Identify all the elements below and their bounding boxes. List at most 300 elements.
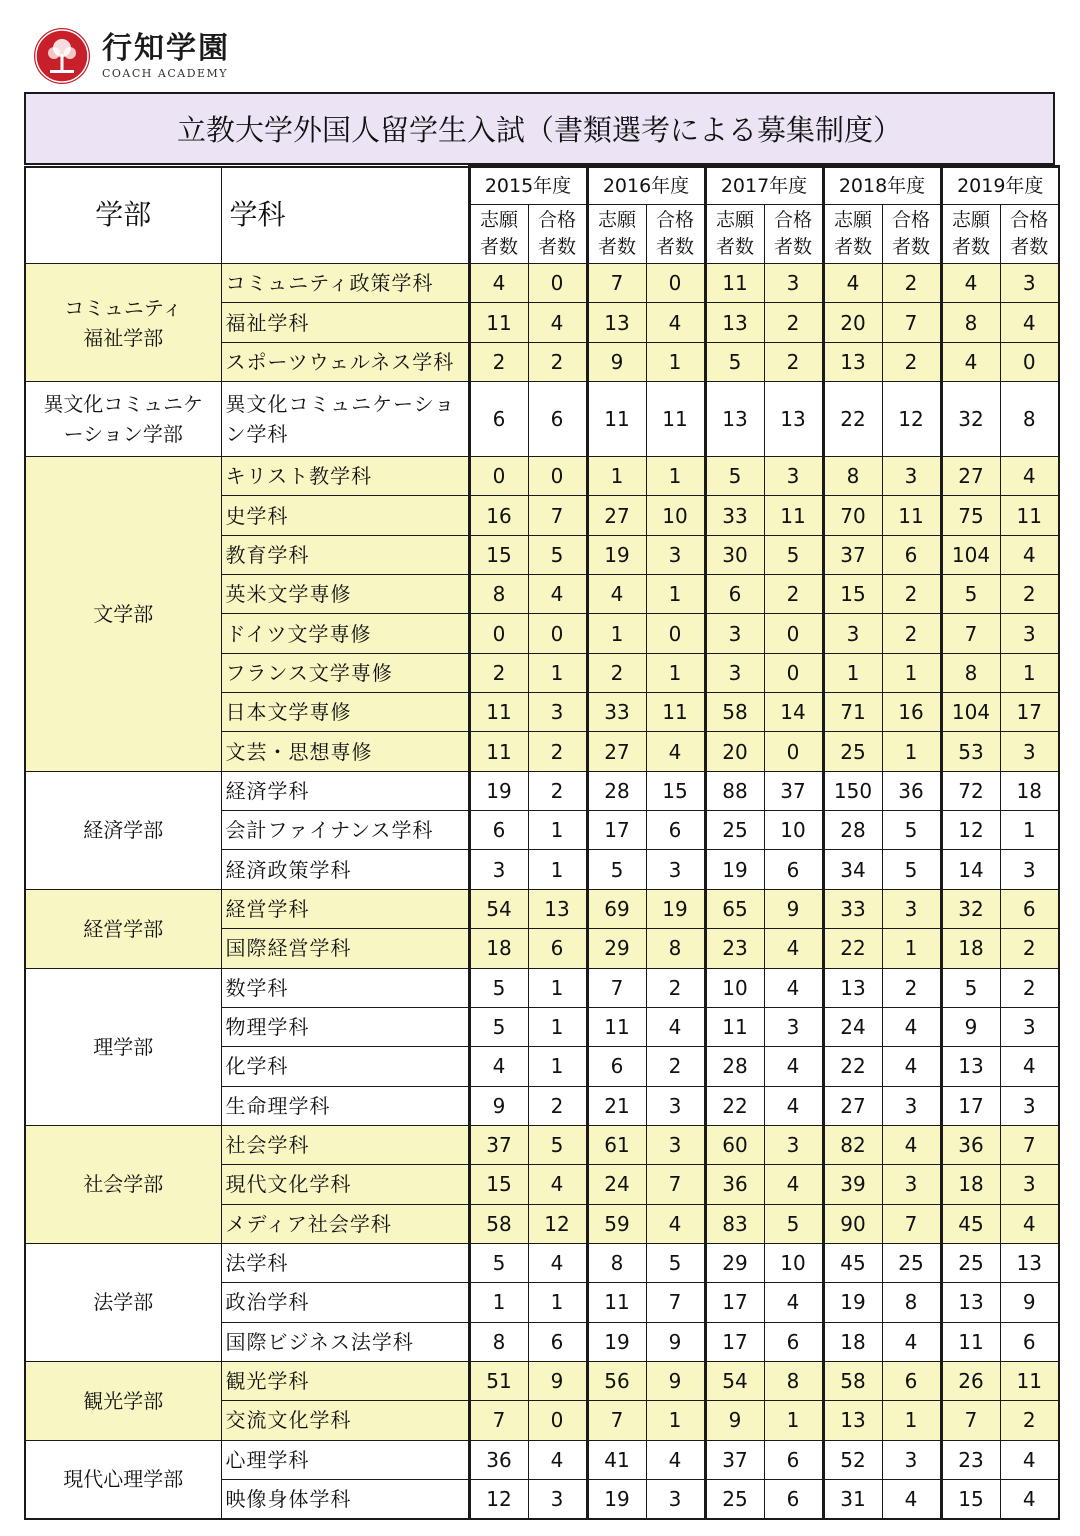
table-row [25, 889, 1059, 928]
passed-cell: 4 [1000, 1204, 1059, 1243]
passed-cell: 3 [646, 1086, 705, 1125]
passed-cell: 8 [882, 1283, 941, 1322]
applicants-cell: 6 [587, 1047, 646, 1086]
applicants-cell: 9 [705, 1401, 764, 1440]
applicants-cell: 12 [941, 811, 1000, 850]
applicants-cell: 11 [469, 732, 528, 771]
passed-cell: 4 [882, 1007, 941, 1046]
department-cell: 国際経営学科 [221, 929, 469, 968]
department-cell: 教育学科 [221, 535, 469, 574]
passed-cell: 12 [882, 382, 941, 457]
passed-cell: 2 [528, 1086, 587, 1125]
faculty-cell: 経営学部 [25, 889, 221, 968]
applicants-cell: 58 [823, 1361, 882, 1400]
passed-cell: 1 [764, 1401, 823, 1440]
department-cell: 会計ファイナンス学科 [221, 811, 469, 850]
table-row [25, 457, 1059, 496]
passed-cell: 10 [764, 1243, 823, 1282]
applicants-cell: 24 [823, 1007, 882, 1046]
passed-cell: 6 [764, 1479, 823, 1519]
passed-cell: 1 [528, 653, 587, 692]
department-cell: 経済学科 [221, 771, 469, 810]
passed-cell: 4 [646, 1440, 705, 1479]
passed-cell: 4 [764, 1086, 823, 1125]
department-cell: 経営学科 [221, 889, 469, 928]
applicants-cell: 51 [469, 1361, 528, 1400]
department-cell: 社会学科 [221, 1125, 469, 1164]
passed-cell: 4 [882, 1047, 941, 1086]
passed-cell: 5 [528, 1125, 587, 1164]
applicants-cell: 17 [705, 1322, 764, 1361]
passed-header: 合格 者数 [646, 205, 705, 264]
passed-cell: 4 [882, 1479, 941, 1519]
applicants-cell: 36 [705, 1165, 764, 1204]
applicants-cell: 1 [823, 653, 882, 692]
passed-cell: 3 [764, 457, 823, 496]
department-cell: メディア社会学科 [221, 1204, 469, 1243]
passed-cell: 1 [646, 653, 705, 692]
applicants-cell: 9 [941, 1007, 1000, 1046]
passed-cell: 6 [1000, 1322, 1059, 1361]
applicants-cell: 3 [705, 614, 764, 653]
applicants-cell: 104 [941, 693, 1000, 732]
applicants-cell: 3 [469, 850, 528, 889]
passed-cell: 8 [1000, 382, 1059, 457]
applicants-cell: 24 [587, 1165, 646, 1204]
tree-emblem-icon [34, 28, 90, 84]
department-cell: 経済政策学科 [221, 850, 469, 889]
passed-cell: 6 [1000, 889, 1059, 928]
applicants-cell: 61 [587, 1125, 646, 1164]
department-cell: スポーツウェルネス学科 [221, 342, 469, 381]
applicants-cell: 27 [587, 732, 646, 771]
passed-cell: 3 [528, 1479, 587, 1519]
passed-cell: 4 [528, 303, 587, 342]
applicants-cell: 53 [941, 732, 1000, 771]
passed-cell: 0 [764, 653, 823, 692]
applicants-cell: 1 [587, 457, 646, 496]
applicants-cell: 25 [705, 1479, 764, 1519]
passed-cell: 6 [882, 1361, 941, 1400]
applicants-cell: 54 [705, 1361, 764, 1400]
applicants-header: 志願 者数 [587, 205, 646, 264]
passed-header: 合格 者数 [1000, 205, 1059, 264]
applicants-header: 志願 者数 [705, 205, 764, 264]
passed-cell: 4 [528, 1440, 587, 1479]
applicants-cell: 37 [823, 535, 882, 574]
department-cell: キリスト教学科 [221, 457, 469, 496]
department-cell: 国際ビジネス法学科 [221, 1322, 469, 1361]
passed-cell: 5 [764, 1204, 823, 1243]
passed-cell: 9 [646, 1322, 705, 1361]
passed-cell: 6 [528, 382, 587, 457]
applicants-cell: 70 [823, 496, 882, 535]
passed-cell: 4 [1000, 303, 1059, 342]
applicants-cell: 4 [469, 264, 528, 303]
passed-cell: 7 [882, 1204, 941, 1243]
applicants-cell: 11 [705, 1007, 764, 1046]
applicants-cell: 5 [469, 1243, 528, 1282]
passed-cell: 2 [1000, 968, 1059, 1007]
passed-cell: 6 [646, 811, 705, 850]
passed-cell: 0 [1000, 342, 1059, 381]
applicants-cell: 13 [823, 968, 882, 1007]
passed-cell: 6 [764, 1322, 823, 1361]
passed-header: 合格 者数 [764, 205, 823, 264]
department-cell: 交流文化学科 [221, 1401, 469, 1440]
passed-cell: 4 [646, 1204, 705, 1243]
passed-cell: 36 [882, 771, 941, 810]
applicants-cell: 18 [823, 1322, 882, 1361]
passed-header: 合格 者数 [528, 205, 587, 264]
passed-cell: 2 [1000, 929, 1059, 968]
passed-cell: 2 [528, 771, 587, 810]
applicants-cell: 4 [941, 342, 1000, 381]
applicants-cell: 11 [587, 1007, 646, 1046]
department-cell: 政治学科 [221, 1283, 469, 1322]
applicants-cell: 28 [587, 771, 646, 810]
applicants-cell: 52 [823, 1440, 882, 1479]
applicants-cell: 32 [941, 382, 1000, 457]
passed-cell: 11 [646, 693, 705, 732]
applicants-cell: 21 [587, 1086, 646, 1125]
year-header: 2016年度 [587, 167, 705, 205]
applicants-cell: 25 [823, 732, 882, 771]
passed-cell: 1 [646, 457, 705, 496]
department-cell: コミュニティ政策学科 [221, 264, 469, 303]
applicants-cell: 27 [941, 457, 1000, 496]
passed-cell: 3 [882, 457, 941, 496]
passed-cell: 0 [646, 264, 705, 303]
applicants-cell: 4 [469, 1047, 528, 1086]
passed-cell: 0 [646, 614, 705, 653]
passed-cell: 18 [1000, 771, 1059, 810]
applicants-cell: 60 [705, 1125, 764, 1164]
logo [34, 26, 230, 86]
passed-cell: 1 [1000, 653, 1059, 692]
passed-cell: 0 [764, 614, 823, 653]
applicants-cell: 5 [941, 575, 1000, 614]
passed-cell: 2 [764, 342, 823, 381]
faculty-cell: 異文化コミュニケ ーション学部 [25, 382, 221, 457]
applicants-cell: 6 [469, 811, 528, 850]
passed-cell: 7 [882, 303, 941, 342]
applicants-cell: 54 [469, 889, 528, 928]
applicants-cell: 5 [705, 457, 764, 496]
passed-cell: 1 [528, 968, 587, 1007]
passed-cell: 15 [646, 771, 705, 810]
department-cell: 福祉学科 [221, 303, 469, 342]
department-cell: フランス文学専修 [221, 653, 469, 692]
applicants-cell: 18 [469, 929, 528, 968]
applicants-cell: 58 [469, 1204, 528, 1243]
department-cell: 物理学科 [221, 1007, 469, 1046]
applicants-cell: 58 [705, 693, 764, 732]
table-row [25, 264, 1059, 303]
applicants-cell: 69 [587, 889, 646, 928]
applicants-cell: 4 [823, 264, 882, 303]
passed-cell: 6 [764, 1440, 823, 1479]
passed-cell: 11 [1000, 1361, 1059, 1400]
applicants-cell: 72 [941, 771, 1000, 810]
passed-cell: 0 [528, 457, 587, 496]
applicants-cell: 2 [587, 653, 646, 692]
applicants-cell: 5 [941, 968, 1000, 1007]
passed-cell: 0 [528, 614, 587, 653]
applicants-cell: 8 [823, 457, 882, 496]
faculty-cell: 社会学部 [25, 1125, 221, 1243]
table-row [25, 1125, 1059, 1164]
passed-cell: 2 [764, 575, 823, 614]
passed-cell: 4 [882, 1125, 941, 1164]
passed-cell: 25 [882, 1243, 941, 1282]
applicants-cell: 25 [705, 811, 764, 850]
applicants-cell: 37 [705, 1440, 764, 1479]
passed-cell: 0 [528, 1401, 587, 1440]
applicants-cell: 5 [705, 342, 764, 381]
passed-cell: 4 [646, 303, 705, 342]
passed-cell: 9 [646, 1361, 705, 1400]
passed-cell: 11 [646, 382, 705, 457]
passed-cell: 4 [1000, 1047, 1059, 1086]
passed-cell: 9 [1000, 1283, 1059, 1322]
applicants-cell: 104 [941, 535, 1000, 574]
passed-cell: 2 [882, 614, 941, 653]
department-cell: 化学科 [221, 1047, 469, 1086]
passed-cell: 6 [882, 535, 941, 574]
year-header: 2019年度 [941, 167, 1059, 205]
applicants-cell: 7 [941, 614, 1000, 653]
applicants-cell: 7 [469, 1401, 528, 1440]
admissions-table [24, 165, 1060, 1520]
applicants-cell: 65 [705, 889, 764, 928]
passed-cell: 3 [882, 889, 941, 928]
faculty-cell: 理学部 [25, 968, 221, 1125]
applicants-cell: 29 [587, 929, 646, 968]
passed-cell: 4 [646, 1007, 705, 1046]
applicants-cell: 20 [823, 303, 882, 342]
table-row [25, 1440, 1059, 1479]
applicants-cell: 19 [469, 771, 528, 810]
applicants-cell: 45 [941, 1204, 1000, 1243]
passed-cell: 3 [882, 1440, 941, 1479]
applicants-cell: 32 [941, 889, 1000, 928]
applicants-cell: 28 [823, 811, 882, 850]
passed-cell: 3 [646, 850, 705, 889]
applicants-cell: 37 [469, 1125, 528, 1164]
applicants-cell: 11 [705, 264, 764, 303]
applicants-cell: 18 [941, 1165, 1000, 1204]
passed-cell: 7 [1000, 1125, 1059, 1164]
applicants-cell: 18 [941, 929, 1000, 968]
applicants-cell: 71 [823, 693, 882, 732]
department-cell: 異文化コミュニケーショ ン学科 [221, 382, 469, 457]
applicants-cell: 27 [587, 496, 646, 535]
passed-cell: 3 [1000, 732, 1059, 771]
applicants-cell: 17 [705, 1283, 764, 1322]
applicants-cell: 15 [469, 1165, 528, 1204]
passed-cell: 11 [1000, 496, 1059, 535]
passed-cell: 3 [764, 1125, 823, 1164]
passed-cell: 4 [764, 1283, 823, 1322]
department-cell: 数学科 [221, 968, 469, 1007]
logo-subtitle: COACH ACADEMY [102, 66, 229, 80]
passed-cell: 10 [646, 496, 705, 535]
passed-cell: 1 [882, 653, 941, 692]
applicants-cell: 20 [705, 732, 764, 771]
passed-cell: 2 [1000, 1401, 1059, 1440]
applicants-cell: 19 [587, 535, 646, 574]
year-header: 2017年度 [705, 167, 823, 205]
passed-cell: 11 [764, 496, 823, 535]
applicants-cell: 13 [705, 303, 764, 342]
passed-cell: 4 [528, 1243, 587, 1282]
passed-cell: 9 [528, 1361, 587, 1400]
passed-cell: 13 [1000, 1243, 1059, 1282]
passed-cell: 1 [528, 850, 587, 889]
passed-cell: 5 [528, 535, 587, 574]
applicants-cell: 13 [823, 1401, 882, 1440]
year-header: 2018年度 [823, 167, 941, 205]
applicants-cell: 22 [823, 1047, 882, 1086]
passed-cell: 8 [764, 1361, 823, 1400]
passed-cell: 6 [528, 1322, 587, 1361]
passed-cell: 1 [528, 1047, 587, 1086]
applicants-cell: 45 [823, 1243, 882, 1282]
applicants-cell: 1 [587, 614, 646, 653]
passed-cell: 5 [882, 850, 941, 889]
applicants-cell: 3 [823, 614, 882, 653]
passed-cell: 3 [764, 1007, 823, 1046]
table-row [25, 1361, 1059, 1400]
department-cell: 日本文学専修 [221, 693, 469, 732]
passed-cell: 2 [882, 968, 941, 1007]
applicants-cell: 15 [941, 1479, 1000, 1519]
applicants-cell: 19 [587, 1322, 646, 1361]
applicants-cell: 39 [823, 1165, 882, 1204]
passed-cell: 3 [646, 1479, 705, 1519]
department-cell: 生命理学科 [221, 1086, 469, 1125]
passed-cell: 4 [764, 1165, 823, 1204]
applicants-cell: 13 [941, 1283, 1000, 1322]
passed-cell: 11 [882, 496, 941, 535]
applicants-cell: 56 [587, 1361, 646, 1400]
applicants-cell: 8 [941, 653, 1000, 692]
applicants-cell: 2 [469, 342, 528, 381]
passed-cell: 2 [646, 1047, 705, 1086]
passed-cell: 0 [528, 264, 587, 303]
applicants-cell: 33 [705, 496, 764, 535]
passed-cell: 3 [646, 1125, 705, 1164]
applicants-header: 志願 者数 [823, 205, 882, 264]
applicants-cell: 75 [941, 496, 1000, 535]
passed-cell: 1 [528, 811, 587, 850]
applicants-cell: 7 [587, 1401, 646, 1440]
passed-cell: 16 [882, 693, 941, 732]
applicants-cell: 150 [823, 771, 882, 810]
passed-cell: 3 [764, 264, 823, 303]
passed-cell: 1 [528, 1007, 587, 1046]
faculty-header: 学部 [25, 167, 221, 264]
department-cell: 法学科 [221, 1243, 469, 1282]
applicants-cell: 28 [705, 1047, 764, 1086]
passed-cell: 10 [764, 811, 823, 850]
table-row [25, 968, 1059, 1007]
applicants-cell: 11 [587, 1283, 646, 1322]
applicants-cell: 9 [469, 1086, 528, 1125]
passed-cell: 13 [764, 382, 823, 457]
applicants-cell: 8 [941, 303, 1000, 342]
applicants-cell: 0 [469, 614, 528, 653]
applicants-cell: 10 [705, 968, 764, 1007]
passed-cell: 2 [528, 732, 587, 771]
passed-cell: 4 [1000, 1479, 1059, 1519]
applicants-cell: 59 [587, 1204, 646, 1243]
applicants-cell: 17 [941, 1086, 1000, 1125]
passed-cell: 3 [1000, 850, 1059, 889]
passed-cell: 2 [646, 968, 705, 1007]
department-cell: 映像身体学科 [221, 1479, 469, 1519]
applicants-cell: 33 [587, 693, 646, 732]
passed-cell: 5 [646, 1243, 705, 1282]
passed-cell: 2 [882, 264, 941, 303]
passed-cell: 2 [1000, 575, 1059, 614]
applicants-cell: 19 [823, 1283, 882, 1322]
applicants-cell: 36 [469, 1440, 528, 1479]
passed-cell: 3 [882, 1086, 941, 1125]
table-row [25, 771, 1059, 810]
applicants-cell: 23 [941, 1440, 1000, 1479]
department-cell: 観光学科 [221, 1361, 469, 1400]
applicants-cell: 7 [587, 264, 646, 303]
applicants-cell: 22 [823, 382, 882, 457]
applicants-cell: 13 [823, 342, 882, 381]
department-cell: ドイツ文学専修 [221, 614, 469, 653]
applicants-cell: 11 [587, 382, 646, 457]
applicants-cell: 1 [469, 1283, 528, 1322]
passed-cell: 4 [528, 1165, 587, 1204]
applicants-cell: 0 [469, 457, 528, 496]
applicants-cell: 8 [469, 1322, 528, 1361]
passed-cell: 1 [528, 1283, 587, 1322]
applicants-cell: 16 [469, 496, 528, 535]
passed-cell: 0 [764, 732, 823, 771]
passed-cell: 3 [1000, 614, 1059, 653]
passed-cell: 4 [764, 929, 823, 968]
applicants-cell: 13 [705, 382, 764, 457]
department-cell: 現代文化学科 [221, 1165, 469, 1204]
passed-cell: 37 [764, 771, 823, 810]
applicants-cell: 15 [469, 535, 528, 574]
passed-cell: 1 [1000, 811, 1059, 850]
faculty-cell: 現代心理学部 [25, 1440, 221, 1519]
passed-cell: 1 [646, 575, 705, 614]
passed-cell: 1 [646, 342, 705, 381]
department-cell: 史学科 [221, 496, 469, 535]
faculty-cell: 観光学部 [25, 1361, 221, 1440]
applicants-cell: 4 [587, 575, 646, 614]
passed-cell: 17 [1000, 693, 1059, 732]
passed-cell: 4 [1000, 535, 1059, 574]
passed-cell: 2 [882, 342, 941, 381]
applicants-cell: 6 [705, 575, 764, 614]
applicants-cell: 5 [469, 1007, 528, 1046]
passed-cell: 2 [882, 575, 941, 614]
passed-cell: 5 [882, 811, 941, 850]
applicants-cell: 12 [469, 1479, 528, 1519]
passed-cell: 3 [1000, 264, 1059, 303]
applicants-cell: 30 [705, 535, 764, 574]
